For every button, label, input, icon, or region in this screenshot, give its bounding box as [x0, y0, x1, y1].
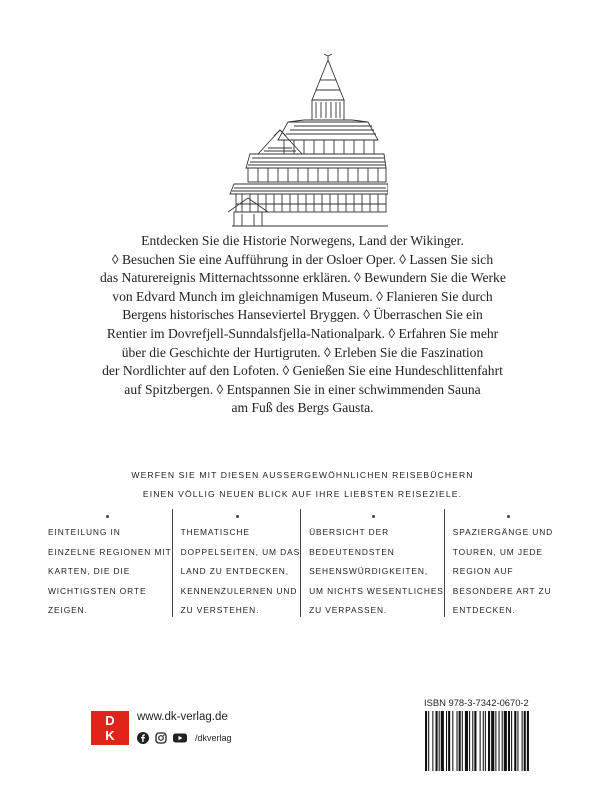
- barcode-bar: [462, 711, 463, 771]
- stave-church-illustration: [228, 52, 388, 242]
- logo-letter-bottom: K: [105, 728, 115, 743]
- description-line: Entdecken Sie die Historie Norwegens, Land der Wikinger.: [141, 233, 464, 248]
- barcode-bar: [499, 711, 500, 771]
- feature-line: WICHTIGSTEN ORTE: [48, 585, 147, 596]
- instagram-icon[interactable]: [155, 732, 167, 744]
- description-line: das Naturereignis Mitternachtssonne erklären. ◊ Bewundern Sie die Werke: [100, 270, 506, 286]
- barcode-bar: [485, 711, 486, 771]
- feature-line: ÜBERSICHT DER: [309, 527, 390, 537]
- feature-line: BESONDERE ART ZU: [452, 585, 552, 596]
- barcode-bar: [469, 711, 470, 771]
- feature-text: [453, 523, 570, 621]
- feature-column: [172, 509, 300, 617]
- feature-line: ZU VERSTEHEN.: [180, 605, 260, 615]
- barcode-bar: [428, 711, 429, 771]
- bullet-dot: [372, 515, 375, 518]
- social-handle: /dkverlag: [195, 733, 232, 743]
- website-link[interactable]: www.dk-verlag.de: [137, 711, 228, 723]
- logo-letter-top: D: [105, 713, 115, 728]
- feature-line: DOPPELSEITEN, UM DAS: [180, 546, 301, 557]
- tagline: [60, 466, 545, 504]
- barcode-bar: [439, 711, 440, 771]
- description-line: Bergens historisches Hanseviertel Bryggen. ◊ Überraschen Sie ein: [122, 307, 483, 323]
- bullet-dot: [106, 515, 109, 518]
- feature-line: LAND ZU ENTDECKEN,: [180, 566, 289, 576]
- barcode-bar: [465, 711, 468, 771]
- dk-logo: [91, 711, 129, 745]
- feature-line: ENTDECKEN.: [452, 605, 516, 615]
- barcode-bar: [483, 711, 484, 771]
- barcode-bar: [480, 711, 481, 771]
- feature-line: THEMATISCHE: [180, 527, 250, 537]
- barcode-bar: [441, 711, 444, 771]
- barcode-bar: [504, 711, 507, 771]
- barcode-bar: [452, 711, 453, 771]
- youtube-icon[interactable]: [173, 732, 187, 744]
- description-line: über die Geschichte der Hurtigruten. ◊ Erleben Sie die Faszination: [121, 344, 484, 360]
- feature-columns: [40, 509, 570, 617]
- feature-line: KENNENZULERNEN UND: [180, 585, 298, 596]
- tagline-line: WERFEN SIE MIT DIESEN AUSSERGEWÖHNLICHEN REISEBÜCHERN: [131, 470, 474, 480]
- barcode-bar: [474, 711, 476, 771]
- barcode-bar: [527, 711, 529, 771]
- description-line: ◊ Besuchen Sie eine Aufführung in der Osloer Oper. ◊ Lassen Sie sich: [111, 251, 494, 267]
- feature-line: KARTEN, DIE DIE: [48, 566, 131, 576]
- barcode-bar: [425, 711, 427, 771]
- feature-line: EINZELNE REGIONEN MIT: [48, 546, 172, 557]
- feature-text: [48, 523, 172, 621]
- feature-line: SPAZIERGÄNGE UND: [452, 527, 554, 537]
- feature-column: [40, 509, 172, 617]
- facebook-icon[interactable]: [137, 732, 149, 744]
- barcode-bar: [436, 711, 438, 771]
- barcode-bar: [517, 711, 518, 771]
- description-line: Rentier im Dovrefjell-Sunndalsfjella-Nationalpark. ◊ Erfahren Sie mehr: [106, 325, 499, 341]
- description-line: auf Spitzbergen. ◊ Entspannen Sie in einer schwimmenden Sauna: [124, 381, 481, 397]
- barcode-bar: [495, 711, 496, 771]
- feature-line: ZU VERPASSEN.: [309, 605, 388, 615]
- feature-line: UM NICHTS WESENTLICHES: [309, 585, 444, 596]
- barcode-bar: [522, 711, 523, 771]
- barcode-bar: [514, 711, 516, 771]
- feature-line: ZEIGEN.: [48, 605, 88, 615]
- description-line: von Edvard Munch im gleichnamigen Museum. ◊ Flanieren Sie durch: [112, 288, 493, 304]
- feature-line: EINTEILUNG IN: [48, 527, 121, 537]
- feature-text: [309, 523, 444, 621]
- bullet-dot: [236, 515, 239, 518]
- social-links: [137, 731, 232, 745]
- description-text: [100, 232, 505, 418]
- barcode-bar: [511, 711, 512, 771]
- barcode-bar: [491, 711, 494, 771]
- feature-column: [300, 509, 444, 617]
- feature-line: TOUREN, UM JEDE: [452, 546, 543, 557]
- feature-line: BEDEUTENDSTEN: [309, 546, 395, 557]
- feature-column: [444, 509, 570, 617]
- barcode-bar: [472, 711, 473, 771]
- tagline-line: EINEN VÖLLIG NEUEN BLICK AUF IHRE LIEBSTEN REISEZIELE.: [142, 489, 463, 499]
- barcode: [424, 711, 572, 771]
- barcode-bar: [459, 711, 461, 771]
- barcode-bar: [508, 711, 510, 771]
- isbn-text: ISBN 978-3-7342-0670-2: [424, 697, 529, 708]
- feature-text: [181, 523, 300, 621]
- barcode-bar: [448, 711, 450, 771]
- feature-line: SEHENSWÜRDIGKEITEN,: [309, 566, 429, 576]
- barcode-bar: [524, 711, 526, 771]
- barcode-bar: [502, 711, 503, 771]
- description-line: am Fuß des Bergs Gausta.: [231, 400, 374, 416]
- barcode-bar: [446, 711, 447, 771]
- barcode-bar: [457, 711, 458, 771]
- barcode-bar: [488, 711, 490, 771]
- barcode-bar: [432, 711, 433, 771]
- feature-line: REGION AUF: [452, 566, 514, 576]
- bullet-dot: [507, 515, 510, 518]
- description-line: der Nordlichter auf den Lofoten. ◊ Genießen Sie eine Hundeschlittenfahrt: [102, 363, 503, 379]
